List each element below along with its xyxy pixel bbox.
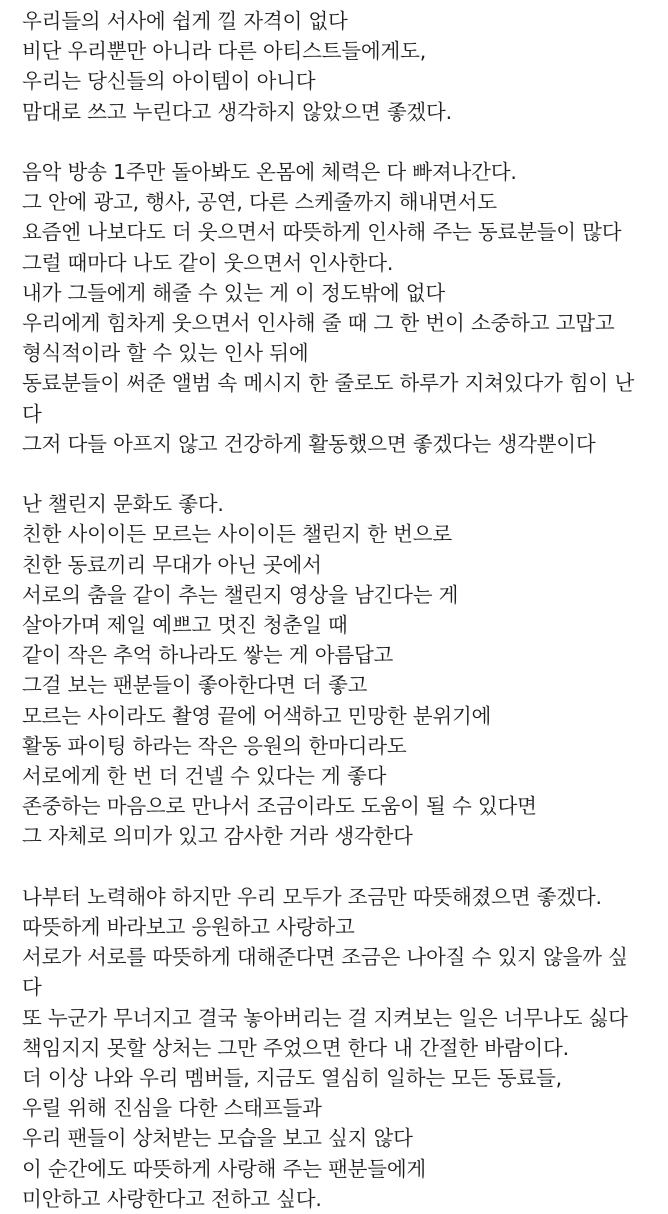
text-line: 따뜻하게 바라보고 응원하고 사랑하고 — [22, 915, 355, 940]
text-line: 또 누군가 무너지고 결국 놓아버리는 걸 지켜보는 일은 너무나도 싫다 — [22, 1005, 628, 1030]
text-line: 서로에게 한 번 더 건넬 수 있다는 게 좋다 — [22, 764, 387, 789]
paragraph-4 — [22, 882, 662, 1214]
text-line: 맘대로 쓰고 누린다고 생각하지 않았으면 좋겠다. — [22, 99, 452, 124]
text-line: 나부터 노력해야 하지만 우리 모두가 조금만 따뜻해졌으면 좋겠다. — [22, 884, 602, 909]
document-body — [22, 6, 662, 1214]
text-line: 우리에게 힘차게 웃으면서 인사해 줄 때 그 한 번이 소중하고 고맙고 — [22, 311, 615, 336]
text-line: 음악 방송 1주만 돌아봐도 온몸에 체력은 다 빠져나간다. — [22, 160, 517, 184]
text-line: 같이 작은 추억 하나라도 쌓는 게 아름답고 — [22, 643, 394, 668]
text-line: 친한 사이이든 모르는 사이이든 챌린지 한 번으로 — [22, 522, 452, 547]
text-line: 다 — [22, 975, 42, 1000]
text-line: 우리 팬들이 상처받는 모습을 보고 싶지 않다 — [22, 1126, 413, 1151]
paragraph-1 — [22, 6, 662, 127]
text-line: 그걸 보는 팬분들이 좋아한다면 더 좋고 — [22, 673, 368, 698]
text-line: 요즘엔 나보다도 더 웃으면서 따뜻하게 인사해 주는 동료분들이 많다 — [22, 220, 622, 245]
text-line: 동료분들이 써준 앨범 속 메시지 한 줄로도 하루가 지쳐있다가 힘이 난 — [22, 371, 635, 396]
text-line: 그저 다들 아프지 않고 건강하게 활동했으면 좋겠다는 생각뿐이다 — [22, 431, 596, 456]
text-line: 우리는 당신들의 아이템이 아니다 — [22, 69, 316, 94]
text-line: 그럴 때마다 나도 같이 웃으면서 인사한다. — [22, 250, 394, 275]
text-line: 우리들의 서사에 쉽게 낄 자격이 없다 — [22, 9, 348, 33]
text-line: 비단 우리뿐만 아니라 다른 아티스트들에게도, — [22, 39, 427, 64]
paragraph-3 — [22, 489, 662, 851]
text-line: 모르는 사이라도 촬영 끝에 어색하고 민망한 분위기에 — [22, 703, 492, 728]
text-line: 활동 파이팅 하라는 작은 응원의 한마디라도 — [22, 733, 407, 758]
text-line: 서로가 서로를 따뜻하게 대해준다면 조금은 나아질 수 있지 않을까 싶 — [22, 945, 628, 970]
text-line: 서로의 춤을 같이 추는 챌린지 영상을 남긴다는 게 — [22, 582, 459, 607]
text-line: 더 이상 나와 우리 멤버들, 지금도 열심히 일하는 모든 동료들, — [22, 1066, 562, 1091]
text-line: 난 챌린지 문화도 좋다. — [22, 492, 224, 517]
text-line: 내가 그들에게 해줄 수 있는 게 이 정도밖에 없다 — [22, 280, 445, 305]
paragraph-2 — [22, 157, 662, 459]
text-line: 다 — [22, 401, 42, 426]
text-line: 형식적이라 할 수 있는 인사 뒤에 — [22, 341, 309, 366]
text-line: 미안하고 사랑한다고 전하고 싶다. — [22, 1186, 322, 1211]
text-line: 우릴 위해 진심을 다한 스태프들과 — [22, 1096, 322, 1121]
text-line: 그 자체로 의미가 있고 감사한 거라 생각한다 — [22, 824, 413, 849]
text-line: 친한 동료끼리 무대가 아닌 곳에서 — [22, 552, 322, 577]
text-line: 그 안에 광고, 행사, 공연, 다른 스케줄까지 해내면서도 — [22, 190, 497, 215]
text-line: 존중하는 마음으로 만나서 조금이라도 도움이 될 수 있다면 — [22, 794, 537, 819]
text-line: 책임지지 못할 상처는 그만 주었으면 한다 내 간절한 바람이다. — [22, 1035, 569, 1060]
text-line: 이 순간에도 따뜻하게 사랑해 주는 팬분들에게 — [22, 1156, 427, 1181]
text-line: 살아가며 제일 예쁘고 멋진 청춘일 때 — [22, 613, 348, 638]
